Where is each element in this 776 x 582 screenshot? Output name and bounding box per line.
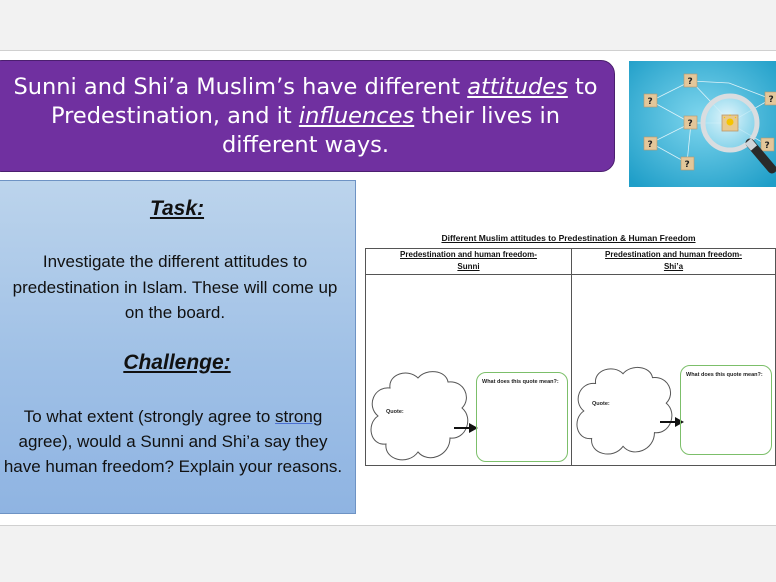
banner-text — [5, 73, 606, 160]
meaning-label: What does this quote mean?: — [686, 372, 763, 378]
quote-meaning-box — [476, 372, 568, 462]
thought-cloud-icon — [574, 361, 678, 461]
svg-text:?: ? — [647, 97, 653, 107]
worksheet-column-heading — [366, 249, 571, 275]
meaning-label: What does this quote mean?: — [482, 379, 559, 385]
magnifying-glass-question-cubes-icon — [629, 61, 776, 187]
svg-text:?: ? — [768, 95, 774, 105]
challenge-spellcheck-word: strong — [275, 407, 323, 426]
challenge-heading: Challenge: — [123, 351, 231, 374]
challenge-text-after: agree), would a Sunni and Shi’a say they have human freedom? Explain your reasons. — [3, 432, 343, 476]
quote-label: Quote: — [592, 401, 610, 407]
quote-label: Quote: — [386, 409, 404, 415]
worksheet-thumbnail — [361, 229, 776, 469]
worksheet-column-sunni — [366, 249, 572, 465]
heading-line1: Predestination and human freedom- — [400, 250, 537, 259]
worksheet-table — [365, 248, 776, 466]
challenge-text-before: To what extent (strongly agree to — [23, 407, 276, 426]
heading-line2: Sunni — [457, 262, 480, 271]
quote-meaning-box — [680, 365, 772, 455]
arrow-right-icon — [454, 422, 478, 434]
banner-text-part3: their lives in different ways. — [221, 102, 560, 158]
svg-text:?: ? — [687, 77, 693, 87]
banner-text-part2: to Predestination, and it — [51, 73, 598, 129]
banner-emphasis-influences: influences — [298, 102, 415, 129]
svg-text:?: ? — [647, 140, 653, 150]
task-heading: Task: — [149, 197, 205, 220]
title-banner — [0, 60, 615, 172]
task-panel — [0, 180, 356, 514]
worksheet-title: Different Muslim attitudes to Predestination & Human Freedom — [441, 233, 696, 243]
thought-cloud-icon — [368, 366, 474, 466]
challenge-description — [0, 404, 347, 479]
svg-text:?: ? — [764, 141, 770, 151]
heading-line2: Shi’a — [663, 262, 684, 271]
task-description: Investigate the different attitudes to predestination in Islam. These will come up on the board. — [12, 252, 338, 322]
svg-text:?: ? — [687, 119, 693, 129]
svg-text:?: ? — [684, 160, 690, 170]
heading-line1: Predestination and human freedom- — [605, 250, 742, 259]
worksheet-column-shia — [572, 249, 775, 465]
worksheet-column-heading — [572, 249, 775, 275]
banner-emphasis-attitudes: attitudes — [467, 73, 568, 100]
magnifying-glass-photo — [629, 61, 776, 187]
banner-text-part1: Sunni and Shi’a Muslim’s have different — [13, 73, 468, 100]
